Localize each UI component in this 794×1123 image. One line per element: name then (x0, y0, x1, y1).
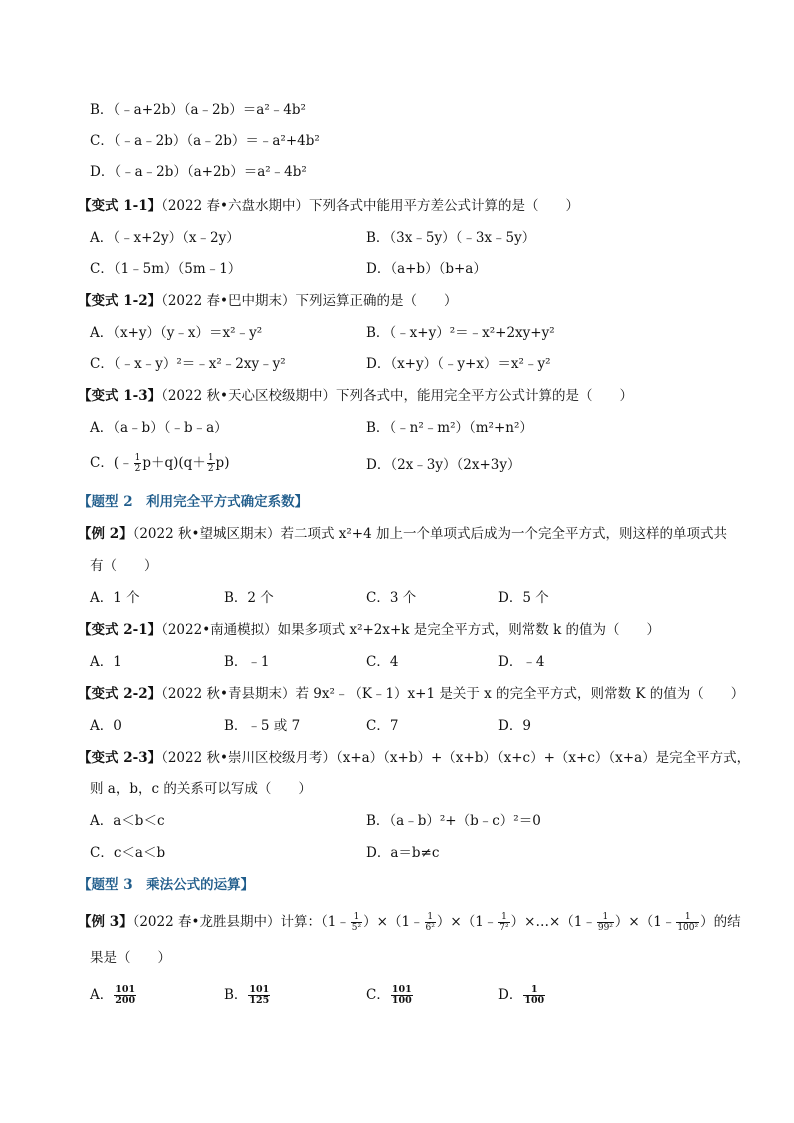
option-a: A．1 个 (90, 590, 140, 606)
option-c: C．4 (366, 654, 399, 670)
example-2 (78, 524, 727, 544)
option-c: C．7 (366, 718, 399, 734)
question-text: （2022 秋•崇川区校级月考）（x+a）（x+b）+（x+b）（x+c）+（x+c）（x+a）是完全平方式， (161, 750, 751, 766)
question-tag: 【变式 2-2】 (78, 686, 162, 702)
section-title-3: 【题型 3 乘法公式的运算】 (78, 877, 255, 893)
example-3-continued: 果是（ ） (90, 950, 171, 966)
question-text-post: ）的结 (700, 914, 741, 930)
question-text: （2022 秋•望城区期末）若二项式 x²+4 加上一个单项式后成为一个完全平方式，则这样的单项式共 (132, 526, 727, 542)
option-d: D．9 (498, 718, 531, 734)
fraction-1-over-6sq (425, 912, 436, 933)
question-tag: 【例 2】 (78, 526, 133, 542)
option-c-post: p) (215, 455, 230, 471)
option-c: C．3 个 (366, 590, 417, 606)
option-c: C．（1﹣5m）（5m﹣1） (90, 261, 242, 277)
fraction-numerator: 1 (351, 912, 362, 923)
option-b: B．（﹣x+y）²＝﹣x²+2xy+y² (366, 325, 555, 341)
option-a: A．1 (90, 654, 122, 670)
option-d: D．﹣4 (498, 654, 545, 670)
fraction-denominator: 100² (677, 923, 699, 933)
option-a (90, 985, 137, 1006)
option-c: C．（﹣a﹣2b）（a﹣2b）＝﹣a²+4b² (90, 133, 320, 149)
option-label: B． (224, 987, 248, 1003)
option-fraction (114, 985, 136, 1006)
option-b: B．（﹣n²﹣m²）（m²+n²） (366, 420, 533, 436)
option-d (498, 985, 546, 1006)
fraction-numerator: 1 (523, 985, 545, 996)
question-v2-2 (78, 684, 744, 704)
option-b: B．2 个 (224, 590, 274, 606)
fraction-denominator: 99² (597, 923, 613, 933)
option-label: A． (90, 987, 114, 1003)
fraction-1-over-100sq (676, 912, 699, 933)
question-v1-3 (78, 386, 633, 406)
option-fraction (523, 985, 545, 1006)
fraction-denominator: 2 (134, 464, 141, 474)
fraction-numerator: 1 (597, 912, 614, 923)
times-sign: ）×（1﹣ (363, 914, 424, 930)
option-b: B．（a﹣b）²+（b﹣c）²＝0 (366, 813, 541, 829)
option-a: A．（x+y）（y﹣x）＝x²﹣y² (90, 325, 263, 341)
option-d: D．（﹣a﹣2b）（a+2b）＝a²﹣4b² (90, 164, 307, 180)
question-v1-1 (78, 196, 579, 216)
option-fraction (248, 985, 270, 1006)
option-c: C．（﹣x﹣y）²＝﹣x²﹣2xy﹣y² (90, 356, 286, 372)
option-a: A．（﹣x+2y）（x﹣2y） (90, 230, 240, 246)
times-sign: ）×（1﹣ (614, 914, 676, 930)
option-label: D． (498, 987, 523, 1003)
fraction-denominator: 6² (425, 923, 435, 933)
fraction-numerator: 101 (115, 984, 136, 995)
fraction-half (207, 453, 215, 474)
fraction-numerator: 1 (134, 453, 141, 463)
example-3 (78, 912, 741, 933)
fraction-denominator: 2 (207, 464, 214, 474)
fraction-1-over-5sq (351, 912, 362, 933)
question-v1-2 (78, 291, 457, 311)
question-text: （2022 春•六盘水期中）下列各式中能用平方差公式计算的是（ ） (161, 198, 579, 214)
question-tag: 【变式 1-3】 (78, 388, 162, 404)
fraction-denominator: 7² (499, 923, 509, 933)
option-c-mid: p＋q)(q＋ (142, 455, 206, 471)
question-v2-1 (78, 620, 660, 640)
times-dots: ）×…×（1﹣ (510, 914, 596, 930)
option-b (224, 985, 271, 1006)
fraction-numerator: 1 (207, 453, 214, 463)
question-text: （2022 秋•天心区校级期中）下列各式中，能用完全平方公式计算的是（ ） (161, 388, 633, 404)
option-a: A．（a﹣b）（﹣b﹣a） (90, 420, 228, 436)
fraction-1-over-99sq (597, 912, 614, 933)
question-text: （2022 秋•青县期末）若 9x²﹣（K﹣1）x+1 是关于 x 的完全平方式，则常数 K 的值为（ ） (161, 686, 745, 702)
option-b: B．﹣5 或 7 (224, 718, 301, 734)
fraction-numerator: 101 (391, 984, 412, 995)
option-c-pre: C．(﹣ (90, 455, 133, 471)
question-v2-3-continued: 则 a，b，c 的关系可以写成（ ） (90, 781, 312, 797)
fraction-denominator: 100 (524, 995, 545, 1006)
option-c (90, 453, 229, 474)
option-fraction (391, 985, 413, 1006)
question-tag: 【变式 1-2】 (78, 293, 162, 309)
fraction-numerator: 101 (249, 984, 270, 995)
fraction-half (134, 453, 142, 474)
question-v2-3 (78, 748, 750, 768)
option-b: B．（﹣a+2b）（a﹣2b）＝a²﹣4b² (90, 102, 306, 118)
times-sign: ）×（1﹣ (436, 914, 498, 930)
fraction-1-over-7sq (498, 912, 509, 933)
fraction-numerator: 1 (676, 912, 699, 923)
question-text-pre: （2022 春•龙胜县期中）计算：（1﹣ (132, 914, 350, 930)
option-c: C．c＜a＜b (90, 845, 166, 861)
fraction-denominator: 5² (351, 923, 362, 933)
fraction-numerator: 1 (425, 912, 436, 923)
option-d: D．5 个 (498, 590, 549, 606)
question-tag: 【变式 1-1】 (78, 198, 162, 214)
question-tag: 【例 3】 (78, 914, 133, 930)
option-b: B．（3x﹣5y）（﹣3x﹣5y） (366, 230, 536, 246)
example-2-continued: 有（ ） (90, 558, 158, 574)
option-d: D．a＝b≠c (366, 845, 440, 861)
option-b: B．﹣1 (224, 654, 270, 670)
option-a: A．a＜b＜c (90, 813, 165, 829)
question-text: （2022•南通模拟）如果多项式 x²+2x+k 是完全平方式，则常数 k 的值为（ ） (161, 622, 661, 638)
option-c (366, 985, 414, 1006)
question-tag: 【变式 2-1】 (78, 622, 162, 638)
section-title-2: 【题型 2 利用完全平方式确定系数】 (78, 494, 309, 510)
option-d: D．（x+y）（﹣y+x）＝x²﹣y² (366, 356, 551, 372)
fraction-denominator: 200 (115, 995, 136, 1006)
option-label: C． (366, 987, 390, 1003)
fraction-denominator: 125 (249, 995, 270, 1006)
option-d: D．（a+b）（b+a） (366, 261, 487, 277)
fraction-denominator: 100 (391, 995, 412, 1006)
option-a: A．0 (90, 718, 122, 734)
option-d: D．（2x﹣3y）（2x+3y） (366, 457, 521, 473)
question-text: （2022 春•巴中期末）下列运算正确的是（ ） (161, 293, 458, 309)
question-tag: 【变式 2-3】 (78, 750, 162, 766)
fraction-numerator: 1 (498, 912, 509, 923)
